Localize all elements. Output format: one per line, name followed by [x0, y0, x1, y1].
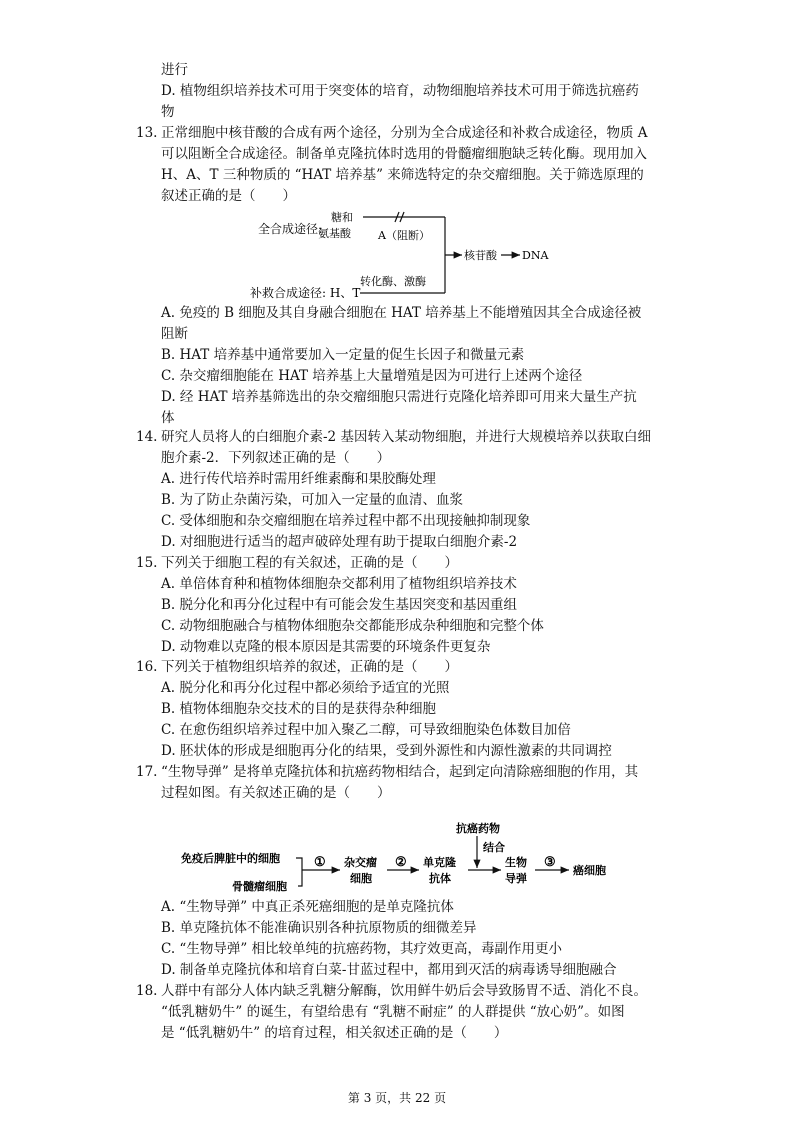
q12-option-d: D. 植物组织培养技术可用于突变体的培育，动物细胞培养技术可用于筛选抗癌药 — [161, 83, 639, 99]
q13-option-d: D. 经 HAT 培养基筛选出的杂交瘤细胞只需进行克隆化培养即可用来大量生产抗 — [161, 389, 637, 405]
q15-number: 15. — [136, 555, 158, 571]
q13-option-a-cont: 阻断 — [161, 326, 188, 342]
mab-label-2: 抗体 — [429, 872, 451, 885]
q13-stem-2: 可以阻断全合成途径。制备单克隆抗体时选用的骨髓瘤细胞缺乏转化酶。现用加入 — [161, 146, 647, 162]
q18-stem-1: 人群中有部分人体内缺乏乳糖分解酶，饮用鲜牛奶后会导致肠胃不适、消化不良。 — [161, 983, 647, 999]
q13-number: 13. — [136, 125, 158, 141]
q16-option-c: C. 在愈伤组织培养过程中加入聚乙二醇，可导致细胞染色体数目加倍 — [161, 722, 571, 738]
q16-stem: 下列关于植物组织培养的叙述，正确的是（ ） — [161, 659, 458, 675]
q13-stem-4: 叙述正确的是（ ） — [161, 188, 296, 204]
q15-stem: 下列关于细胞工程的有关叙述，正确的是（ ） — [161, 555, 458, 571]
hybridoma-label-2: 细胞 — [350, 872, 372, 885]
salvage-pathway-label: 补救合成途径: H、T — [250, 286, 361, 300]
q18-stem-2: “低乳糖奶牛” 的诞生，有望给患有 “乳糖不耐症” 的人群提供 “放心奶”。如图 — [161, 1004, 625, 1020]
combine-label: 结合 — [483, 841, 505, 854]
q14-option-a: A. 进行传代培养时需用纤维素酶和果胶酶处理 — [161, 471, 436, 487]
missile-label-2: 导弹 — [505, 872, 527, 885]
q14-option-b: B. 为了防止杂菌污染，可加入一定量的血清、血浆 — [161, 492, 464, 508]
q13-stem-1: 正常细胞中核苷酸的合成有两个途径，分别为全合成途径和补救合成途径，物质 A — [161, 125, 648, 141]
myeloma-cell-label: 骨髓瘤细胞 — [232, 880, 287, 893]
merge-bracket — [296, 858, 302, 886]
q14-stem-1: 研究人员将人的白细胞介素-2 基因转入某动物细胞，并进行大规模培养以获取白细 — [161, 429, 651, 445]
hybridoma-label-1: 杂交瘤 — [344, 856, 377, 869]
q13-pathway-diagram — [250, 205, 550, 303]
sugar-label: 糖和 — [331, 211, 353, 224]
q15-option-c: C. 动物细胞融合与植物体细胞杂交都能形成杂种细胞和完整个体 — [161, 618, 544, 634]
drug-label: 抗癌药物 — [456, 822, 500, 835]
q14-number: 14. — [136, 429, 158, 445]
q17-stem-2: 过程如图。有关叙述正确的是（ ） — [161, 785, 391, 801]
step-2-label: ② — [395, 855, 407, 870]
q13-stem-3: H、A、T 三种物质的 “HAT 培养基” 来筛选特定的杂交瘤细胞。关于筛选原理的 — [161, 167, 644, 183]
q15-option-d: D. 动物难以克隆的根本原因是其需要的环境条件更复杂 — [161, 639, 491, 655]
q16-option-a: A. 脱分化和再分化过程中都必须给予适宜的光照 — [161, 680, 450, 696]
amino-acid-label: 氨基酸 — [318, 227, 351, 240]
mab-label-1: 单克隆 — [423, 856, 456, 869]
enzymes-label: 转化酶、激酶 — [360, 275, 426, 288]
block-label: A（阻断） — [378, 229, 430, 242]
missile-label-1: 生物 — [505, 856, 527, 869]
q17-option-a: A. “生物导弹” 中真正杀死癌细胞的是单克隆抗体 — [161, 899, 454, 915]
q12-option-d-cont: 物 — [161, 104, 175, 120]
q14-option-d: D. 对细胞进行适当的超声破碎处理有助于提取白细胞介素-2 — [161, 534, 518, 550]
q13-option-a: A. 免疫的 B 细胞及其自身融合细胞在 HAT 培养基上不能增殖因其全合成途径被 — [161, 305, 642, 321]
q17-biomissile-diagram — [178, 818, 618, 898]
q17-number: 17. — [136, 764, 158, 780]
q17-option-d: D. 制备单克隆抗体和培育白菜-甘蓝过程中，都用到灭活的病毒诱导细胞融合 — [161, 962, 617, 978]
q16-number: 16. — [136, 659, 158, 675]
q13-option-b: B. HAT 培养基中通常要加入一定量的促生长因子和微量元素 — [161, 347, 525, 363]
nucleotide-label: 核苷酸 — [464, 249, 497, 262]
q14-stem-2: 胞介素-2．下列叙述正确的是（ ） — [161, 450, 391, 466]
cancer-cell-label: 癌细胞 — [573, 864, 606, 877]
q13-option-d-cont: 体 — [161, 410, 175, 426]
q16-option-b: B. 植物体细胞杂交技术的目的是获得杂种细胞 — [161, 701, 437, 717]
step-1-label: ① — [314, 855, 326, 870]
q17-stem-1: “生物导弹” 是将单克隆抗体和抗癌药物相结合，起到定向清除癌细胞的作用，其 — [161, 764, 639, 780]
step-3-label: ③ — [544, 855, 556, 870]
full-pathway-label: 全合成途径: — [258, 222, 323, 236]
q18-stem-3: 是 “低乳糖奶牛” 的培育过程，相关叙述正确的是（ ） — [161, 1025, 508, 1041]
q17-option-c: C. “生物导弹” 相比较单纯的抗癌药物，其疗效更高，毒副作用更小 — [161, 941, 563, 957]
q13-option-c: C. 杂交瘤细胞能在 HAT 培养基上大量增殖是因为可进行上述两个途径 — [161, 368, 583, 384]
q18-number: 18. — [136, 983, 158, 999]
spleen-cell-label: 免疫后脾脏中的细胞 — [181, 852, 280, 865]
page-footer: 第 3 页，共 22 页 — [347, 1091, 447, 1105]
q15-option-a: A. 单倍体育种和植物体细胞杂交都利用了植物组织培养技术 — [161, 576, 517, 592]
q15-option-b: B. 脱分化和再分化过程中有可能会发生基因突变和基因重组 — [161, 597, 518, 613]
dna-label: DNA — [522, 249, 549, 262]
q14-option-c: C. 受体细胞和杂交瘤细胞在培养过程中都不出现接触抑制现象 — [161, 513, 531, 529]
q16-option-d: D. 胚状体的形成是细胞再分化的结果，受到外源性和内源性激素的共同调控 — [161, 743, 612, 759]
q12-continuation: 进行 — [161, 62, 188, 78]
q17-option-b: B. 单克隆抗体不能准确识别各种抗原物质的细微差异 — [161, 920, 477, 936]
